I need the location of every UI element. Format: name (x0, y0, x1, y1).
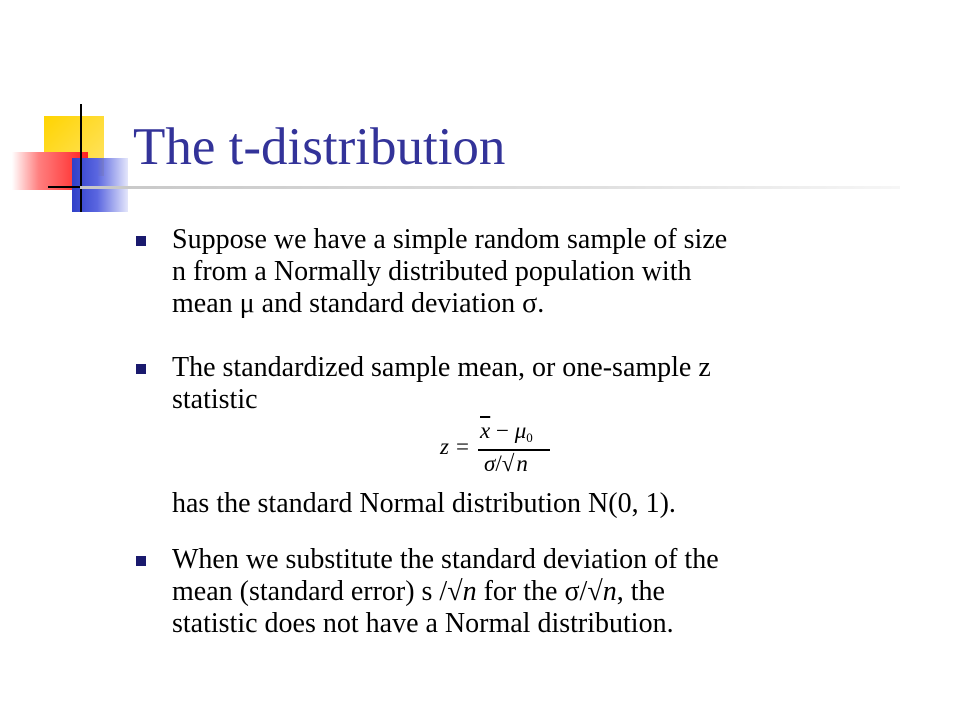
bullet-2-continuation: has the standard Normal distribution N(0, 1). (172, 488, 676, 519)
bullet-1-line-2: n from a Normally distributed population with (172, 256, 692, 287)
formula-z: z (440, 434, 449, 459)
n-italic-2: n (602, 576, 617, 607)
formula-mu-subscript: 0 (526, 430, 533, 445)
bullet-2-text (172, 352, 902, 416)
formula-sigma: σ (484, 451, 496, 476)
bullet-2-line-2: statistic (172, 384, 258, 415)
bullet-3-text (172, 544, 902, 640)
formula-minus: − (490, 418, 515, 443)
formula-root: √ (501, 451, 515, 476)
title-underline (80, 186, 900, 189)
slide-title: The t-distribution (133, 118, 506, 176)
formula-equals: = (456, 434, 469, 459)
period: . (537, 288, 545, 319)
sigma-root-phrase: for the σ/√ (476, 576, 603, 607)
bullet-2-line-1: The standardized sample mean, or one-sample z (172, 352, 711, 383)
bullet-1-line-1: Suppose we have a simple random sample of size (172, 224, 728, 255)
bullet-3-line-1: When we substitute the standard deviation of the (172, 544, 719, 575)
the-word: , the (616, 576, 665, 607)
logo-vertical-line (80, 104, 82, 212)
formula-mu: μ (514, 418, 527, 443)
bullet-3-line-2 (172, 576, 902, 608)
formula-numerator (480, 418, 533, 444)
sd-phrase: and standard deviation (254, 288, 523, 319)
standard-error-phrase: mean (standard error) s /√ (172, 576, 463, 607)
bullet-marker-1 (136, 236, 146, 246)
bullet-1-text (172, 224, 902, 320)
bullet-1-line-3 (172, 288, 902, 320)
z-statistic-formula (440, 418, 552, 478)
sigma-symbol: σ (522, 288, 538, 319)
formula-xbar: $\overline{x}$ (480, 418, 491, 443)
bullet-3-line-3: statistic does not have a Normal distribution. (172, 608, 674, 639)
mean-word: mean (172, 288, 240, 319)
mu-symbol: μ (239, 288, 255, 319)
formula-slash: / (495, 451, 502, 476)
bullet-marker-2 (136, 364, 146, 374)
formula-denominator (484, 451, 530, 477)
formula-n: n (516, 451, 528, 476)
bullet-marker-3 (136, 556, 146, 566)
n-italic-1: n (462, 576, 477, 607)
